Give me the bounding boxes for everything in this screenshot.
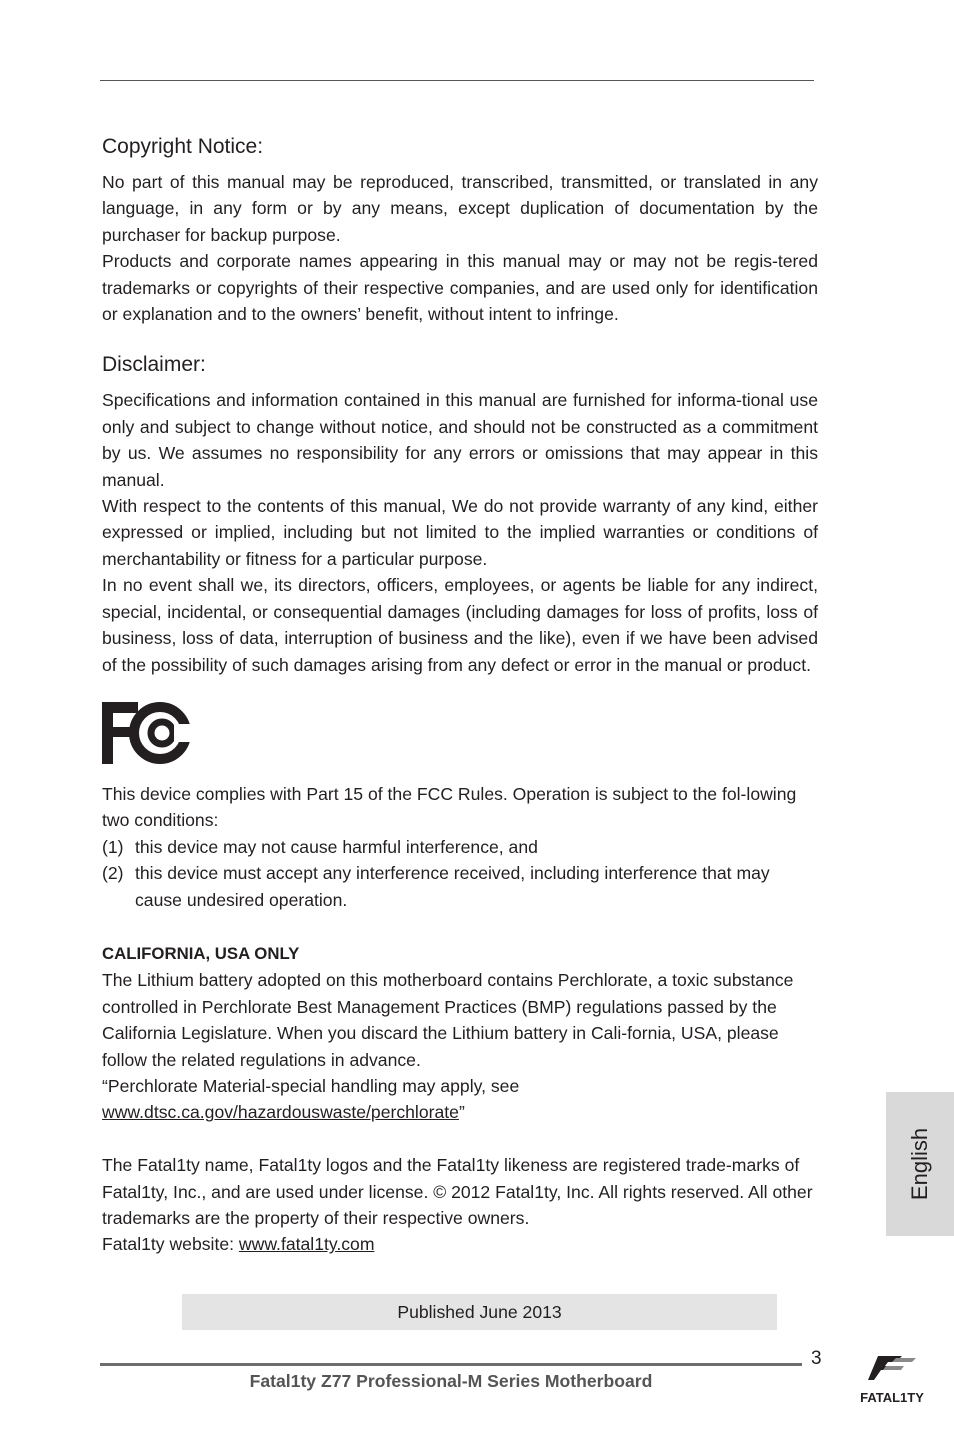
- perchlorate-note: [102, 1073, 818, 1126]
- fatal1ty-logo-icon: [852, 1352, 932, 1408]
- california-section: [102, 941, 818, 1126]
- fatal1ty-section: [102, 1152, 818, 1258]
- california-heading: CALIFORNIA, USA ONLY: [102, 943, 300, 963]
- perchlorate-link[interactable]: www.dtsc.ca.gov/hazardouswaste/perchlorate: [102, 1102, 459, 1123]
- perchlorate-quote: “Perchlorate Material-special handling may apply, see: [102, 1075, 520, 1096]
- footer-rule: [100, 1363, 802, 1366]
- california-paragraph: The Lithium battery adopted on this motherboard contains Perchlorate, a toxic substance controlled in Perchlorate Best Management Practices (BMP) regulations passed by the California Legislature. When you discard the Lithium battery in Cali-fornia, USA, please follow the related regulations in advance.: [102, 970, 794, 1070]
- website-label: Fatal1ty website:: [102, 1234, 239, 1255]
- condition-number: (1): [102, 836, 124, 857]
- copyright-heading: Copyright Notice:: [102, 135, 264, 158]
- disclaimer-paragraph-2: With respect to the contents of this manual, We do not provide warranty of any kind, either expressed or implied, including but not limited to the implied warranties or conditions of merchantability or fitness for a particular purpose.: [102, 496, 818, 569]
- fatal1ty-trademark-paragraph: The Fatal1ty name, Fatal1ty logos and the Fatal1ty likeness are registered trade-marks of Fatal1ty, Inc., and are used under license. © 2012 Fatal1ty, Inc. All rights reserved. All other trademarks are the property of their respective owners.: [102, 1155, 813, 1228]
- fcc-intro: This device complies with Part 15 of the FCC Rules. Operation is subject to the fol-lowing two conditions:: [102, 783, 797, 831]
- page-number: 3: [811, 1348, 822, 1369]
- condition-text: this device must accept any interference received, including interference that may cause undesired operation.: [135, 863, 770, 910]
- disclaimer-paragraph-1: Specifications and information contained in this manual are furnished for informa-tional use only and subject to change without notice, and should not be constructed as a commitment by us. We assumes no responsibility for any errors or omissions that may appear in this manual.: [102, 390, 818, 490]
- disclaimer-section: [102, 350, 818, 677]
- fatal1ty-website-line: [102, 1231, 818, 1257]
- fcc-section: [102, 702, 818, 913]
- copyright-paragraph-1: No part of this manual may be reproduced, transcribed, transmitted, or translated in any language, in any form or by any means, except duplication of documentation by the purchaser for backup purpose.: [102, 172, 818, 245]
- perchlorate-quote-end: ”: [458, 1102, 465, 1123]
- condition-text: this device may not cause harmful interference, and: [135, 836, 538, 857]
- condition-number: (2): [102, 863, 124, 884]
- brand-logo-text: FATAL1TY: [860, 1390, 924, 1405]
- published-date-bar: Published June 2013: [182, 1294, 777, 1330]
- manual-content: [102, 132, 818, 1258]
- copyright-paragraph-2: Products and corporate names appearing in this manual may or may not be regis-tered trademarks or copyrights of their respective companies, and are used only for identification or explanation and to the owners’ benefit, without intent to infringe.: [102, 251, 818, 325]
- disclaimer-paragraph-3: In no event shall we, its directors, officers, employees, or agents be liable for any indirect, special, incidental, or consequential damages (including damages for loss of profits, loss of business, loss of data, interruption of business and the like), even if we have been advised of the possibility of such damages arising from any defect or error in the manual or product.: [102, 575, 818, 675]
- language-tab: [886, 1092, 954, 1236]
- header-rule: [100, 80, 814, 81]
- fcc-logo-icon: [102, 702, 192, 764]
- copyright-section: [102, 132, 818, 327]
- language-tab-label: English: [907, 1127, 932, 1201]
- disclaimer-heading: Disclaimer:: [102, 353, 206, 377]
- fcc-condition-2: [102, 860, 818, 913]
- fcc-condition-1: [102, 834, 818, 860]
- footer-title: Fatal1ty Z77 Professional-M Series Motherboard: [249, 1371, 653, 1391]
- fatal1ty-website-link[interactable]: www.fatal1ty.com: [238, 1234, 375, 1255]
